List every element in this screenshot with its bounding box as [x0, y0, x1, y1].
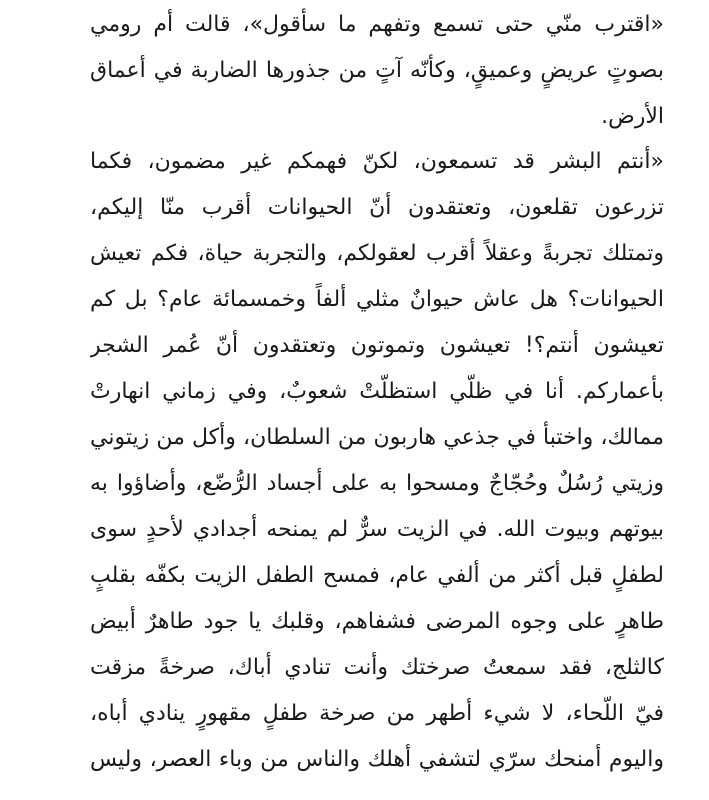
paragraph-2-line-1: «أنتم البشر قد تسمعون، لكنّ فهمكم غير مضمون، فكما: [90, 149, 664, 174]
paragraph-2-line-4: الحيوانات؟ هل عاش حيوانٌ مثلي ألفاً وخمسمائة عام؟ بل كم: [90, 287, 664, 312]
paragraph-2-line-5: تعيشون أنتم؟! تعيشون وتموتون وتعتقدون أنّ عُمر الشجر: [90, 333, 664, 358]
paragraph-1-line-2: بصوتٍ عريضٍ وعميقٍ، وكأنّه آتٍ من جذورها الضاربة في أعماق: [90, 58, 664, 83]
paragraph-1-line-3: الأرض.: [601, 104, 664, 129]
paragraph-2-line-13: فيّ اللّحاء، لا شيء أطهر من صرخة طفلٍ مقهورٍ ينادي أباه،: [90, 701, 664, 726]
paragraph-2-line-9: بيوتهم وبيوت الله. في الزيت سرٌّ لم يمنحه أجدادي لأحدٍ سوى: [90, 517, 664, 542]
paragraph-2-line-14: واليوم أمنحك سرّي لتشفي أهلك والناس من وباء العصر، وليس: [90, 747, 664, 772]
paragraph-2-line-10: لطفلٍ قبل أكثر من ألفي عام، فمسح الطفل الزيت بكفّه بقلبٍ: [90, 563, 664, 588]
paragraph-2-line-6: بأعماركم. أنا في ظلّي استظلّتْ شعوبٌ، وفي زماني انهارتْ: [90, 379, 664, 404]
paragraph-2-line-2: تزرعون تقلعون، وتعتقدون أنّ الحيوانات أقرب منّا إليكم،: [90, 195, 664, 220]
paragraph-1-line-1: «اقترب منّي حتى تسمع وتفهم ما سأقول»، قالت أم رومي: [90, 12, 664, 37]
paragraph-2-line-7: ممالك، واختبأ في جذعي هاربون من السلطان، وأكل من زيتوني: [90, 425, 664, 450]
paragraph-2-line-3: وتمتلك تجربةً وعقلاً أقرب لعقولكم، والتجربة حياة، فكم تعيش: [90, 241, 664, 266]
paragraph-2-line-12: كالثلج، فقد سمعتُ صرختك وأنت تنادي أباك، صرخةً مزقت: [90, 655, 664, 680]
paragraph-2-line-11: طاهرٍ على وجوه المرضى فشفاهم، وقلبك يا جود طاهرٌ أبيض: [90, 609, 664, 634]
paragraph-2-line-8: وزيتي رُسُلٌ وحُجّاجٌ ومسحوا به على أجساد الرُّضّع، وأضاؤوا به: [90, 471, 664, 496]
